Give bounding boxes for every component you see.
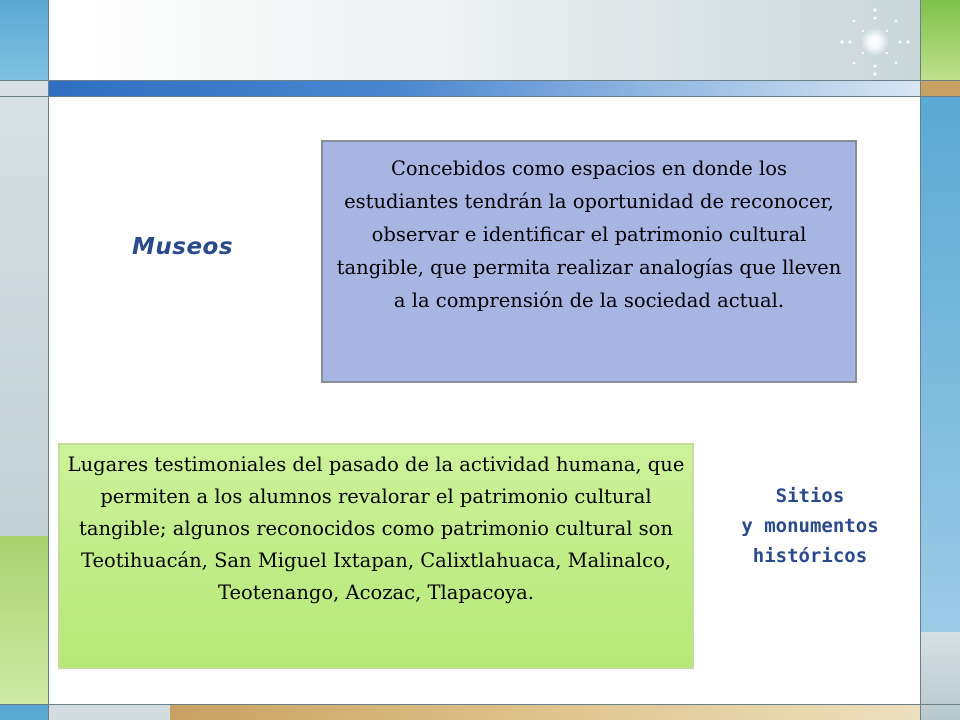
museos-description: Concebidos como espacios en donde los estudiantes tendrán la oportunidad de reconocer, observar e identificar el patrimonio cultural tangible, que permita realizar analogías que lleven a la comprensión de la sociedad actual. xyxy=(336,157,842,312)
museos-heading: Museos xyxy=(132,234,234,260)
frame-divider xyxy=(0,704,960,705)
frame-right-bottom xyxy=(920,632,960,720)
footer-band xyxy=(48,704,920,720)
frame-divider xyxy=(0,96,960,97)
title-bar xyxy=(48,80,920,96)
frame-left-middle xyxy=(0,96,48,536)
frame-right-blue xyxy=(920,96,960,632)
frame-left-top xyxy=(0,0,48,80)
frame-left-strip xyxy=(0,80,48,96)
sitios-heading-line: Sitios xyxy=(775,485,845,507)
sparkle-icon xyxy=(830,4,920,80)
sitios-description-box xyxy=(58,443,694,669)
sitios-description: Lugares testimoniales del pasado de la actividad humana, que permiten a los alumnos revalorar el patrimonio cultural tangible; algunos reconocidos como patrimonio cultural son Teotihuacán, San Miguel Ixtapan, Calixtlahuaca, Malinalco, Teotenango, Acozac, Tlapacoya. xyxy=(67,453,685,604)
frame-right-top xyxy=(920,0,960,80)
frame-left-green xyxy=(0,536,48,704)
sitios-heading-line: y monumentos xyxy=(741,515,879,537)
frame-divider xyxy=(48,0,49,720)
header-band xyxy=(48,0,920,80)
museos-description-box xyxy=(321,140,857,383)
frame-divider xyxy=(920,0,921,720)
sitios-heading-line: históricos xyxy=(752,545,868,567)
frame-right-strip xyxy=(920,80,960,96)
frame-left-bottom xyxy=(0,704,48,720)
frame-divider xyxy=(0,80,960,81)
sitios-heading xyxy=(700,481,920,571)
